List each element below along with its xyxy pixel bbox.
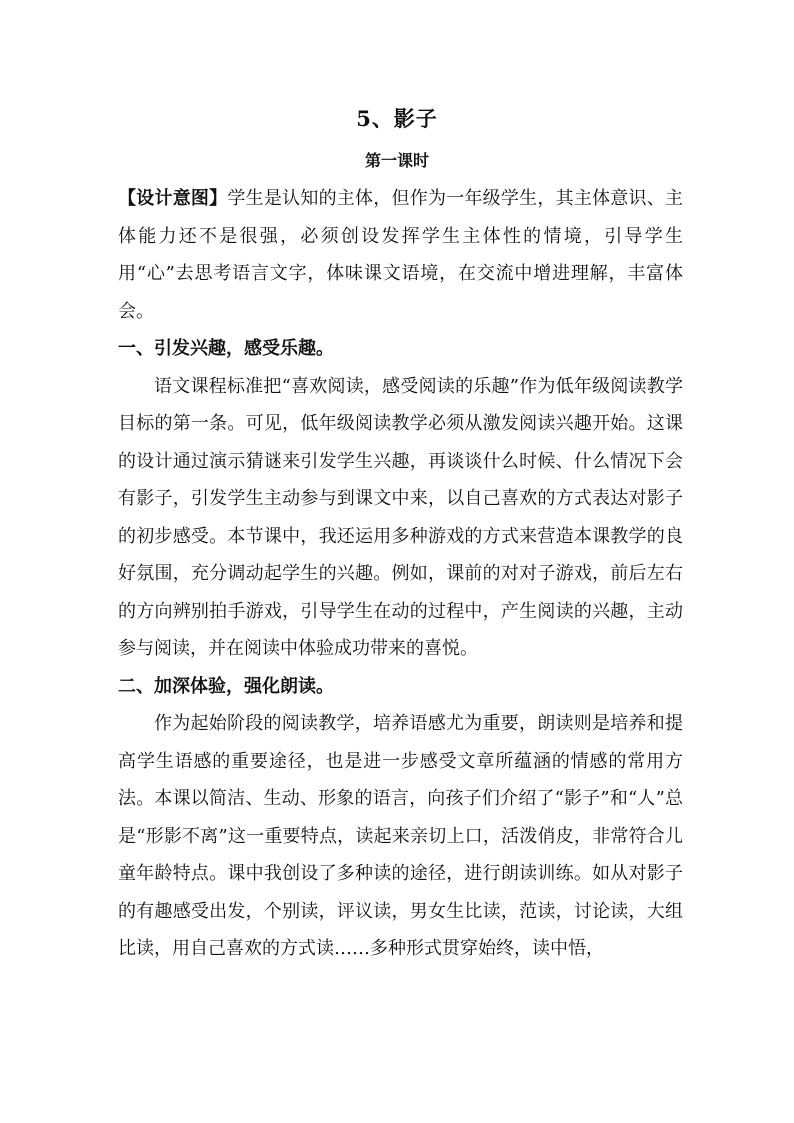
design-intent-tag: 【设计意图】 xyxy=(118,188,228,209)
lesson-subtitle: 第一课时 xyxy=(364,151,429,170)
section-heading-2: 二、加深体验，强化朗读。 xyxy=(118,675,334,697)
section-paragraph-1: 语文课程标准把“喜欢阅读，感受阅读的乐趣”作为低年级阅读教学目标的第一条。可见，低年级阅读教学必须从激发阅读兴趣开始。这课的设计通过演示猜谜来引发学生兴趣，再谈谈什么时候、什么情况下会有影子，引发学生主动参与到课文中来，以自己喜欢的方式表达对影子的初步感受。本节课中，我还运用多种游戏的方式来营造本课教学的良好氛围，充分调动起学生的兴趣。例如，课前的对对子游戏，前后左右的方向辨别拍手游戏，引导学生在动的过程中，产生阅读的兴趣，主动参与阅读，并在阅读中体验成功带来的喜悦。 xyxy=(118,375,683,659)
section-paragraph-2: 作为起始阶段的阅读教学，培养语感尤为重要，朗读则是培养和提高学生语感的重要途径，也是进一步感受文章所蕴涵的情感的常用方法。本课以简洁、生动、形象的语言，向孩子们介绍了“影子”和“人”总是“形影不离”这一重要特点，读起来亲切上口，活泼俏皮，非常符合儿童年龄特点。课中我创设了多种读的途径，进行朗读训练。如从对影子的有趣感受出发，个别读，评议读，男女生比读，范读，讨论读，大组比读，用自己喜欢的方式读……多种形式贯穿始终，读中悟， xyxy=(118,713,683,959)
section-heading-1: 一、引发兴趣，感受乐趣。 xyxy=(118,338,334,359)
document-title: 5、影子 xyxy=(356,106,438,131)
document-body xyxy=(118,180,683,968)
design-intent-paragraph xyxy=(118,180,683,330)
design-intent-text: 学生是认知的主体，但作为一年级学生，其主体意识、主体能力还不是很强，必须创设发挥学生主体性的情境，引导学生用“心”去思考语言文字，体味课文语境，在交流中增进理解，丰富体会。 xyxy=(118,188,684,322)
